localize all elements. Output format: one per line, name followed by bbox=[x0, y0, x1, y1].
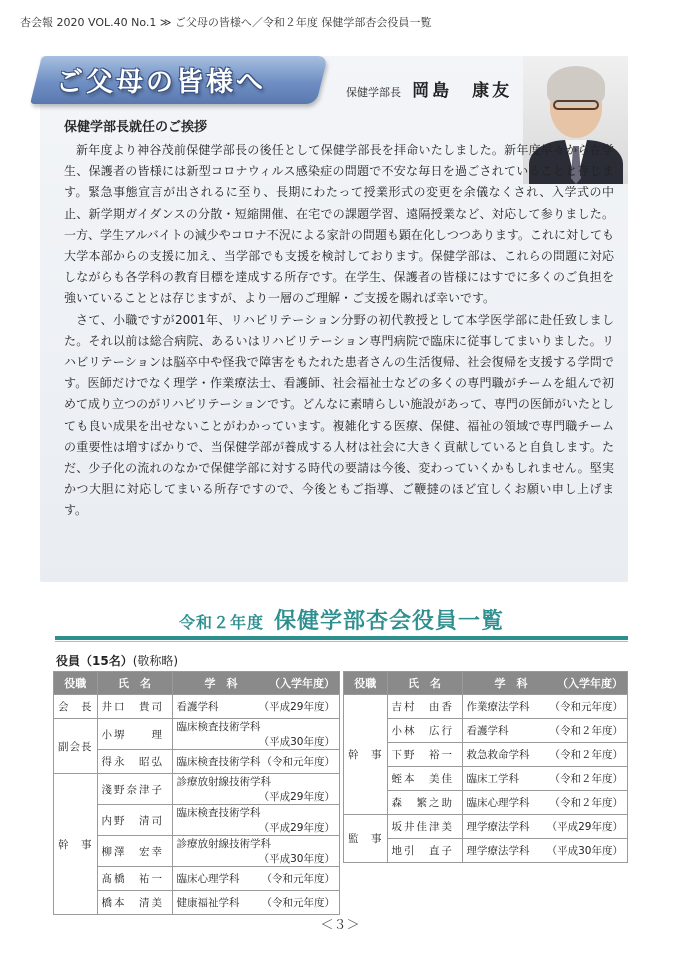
officer-name: 内野 清司 bbox=[97, 805, 172, 836]
title-rule bbox=[55, 636, 628, 640]
entry-year: （令和２年度） bbox=[549, 773, 623, 785]
entry-year: （令和元年度） bbox=[261, 756, 335, 768]
officer-role: 幹 事 bbox=[344, 695, 388, 815]
officers-count: 役員（15名） bbox=[56, 654, 133, 668]
officer-department bbox=[462, 791, 628, 815]
department-name: 診療放射線技術学科 bbox=[176, 776, 271, 788]
officer-department bbox=[172, 836, 340, 867]
author-byline bbox=[346, 76, 512, 101]
letter-body bbox=[64, 140, 614, 522]
entry-year: （平成29年度） bbox=[258, 701, 335, 713]
table-row bbox=[344, 743, 628, 767]
table-row bbox=[54, 774, 340, 805]
table-row bbox=[344, 815, 628, 839]
officer-name: 柳澤 宏幸 bbox=[97, 836, 172, 867]
officer-department bbox=[172, 750, 340, 774]
table-row bbox=[344, 839, 628, 863]
officer-role: 副会長 bbox=[54, 719, 98, 774]
entry-year: （令和元年度） bbox=[261, 897, 335, 909]
col-name: 氏 名 bbox=[387, 672, 462, 695]
table-row bbox=[344, 767, 628, 791]
table-row bbox=[54, 719, 340, 750]
col-role: 役職 bbox=[344, 672, 388, 695]
table-row bbox=[54, 805, 340, 836]
officers-title-main: 保健学部杏会役員一覧 bbox=[274, 608, 505, 634]
officer-name: 髙橋 祐一 bbox=[97, 867, 172, 891]
officer-department bbox=[462, 815, 628, 839]
table-row bbox=[344, 791, 628, 815]
department-name: 看護学科 bbox=[466, 725, 509, 737]
officer-department bbox=[172, 774, 340, 805]
table-row bbox=[344, 695, 628, 719]
officer-name: 得永 昭弘 bbox=[97, 750, 172, 774]
officer-department bbox=[462, 839, 628, 863]
letter-heading: 保健学部長就任のご挨拶 bbox=[64, 120, 208, 135]
officer-role: 幹 事 bbox=[54, 774, 98, 915]
officers-title bbox=[55, 604, 628, 635]
col-dept: 学 科 （入学年度） bbox=[462, 672, 628, 695]
letter-paragraph-2: さて、小職ですが2001年、リハビリテーション分野の初代教授として本学医学部に赴任致しました。それ以前は総合病院、あるいはリハビリテーション専門病院で臨床に従事してまいりました。リハビリテーションは脳卒中や怪我で障害をもたれた患者さんの生活復帰、社会復帰を支援する学問です。医師だけでなく理学・作業療法士、看護師、社会福祉士などの多くの専門職がチームを組んで初めて成り立つのがリハビリテーションです。どんなに素晴らしい施設があって、専門の医師がいたとしても良い成果を出せないことがわかっています。複雑化する医療、保健、福祉の領域で専門職チームの重要性は増すばかりで、当保健学部が養成する人材は社会に大きく貢献していると自負します。ただ、少子化の流れのなかで保健学部に対する時代の要請は今後、変わっていくかもしれません。堅実かつ大胆に対応してまいる所存ですので、今後ともご指導、ご鞭撻のほど宜しくお願い申し上げます。 bbox=[64, 312, 614, 518]
officers-caption bbox=[56, 652, 178, 669]
department-name: 臨床検査技術学科 bbox=[176, 807, 261, 819]
officers-note: (敬称略) bbox=[132, 654, 179, 668]
entry-year: （平成29年度） bbox=[258, 822, 335, 834]
officer-role: 監 事 bbox=[344, 815, 388, 863]
officer-name: 地引 直子 bbox=[387, 839, 462, 863]
department-name: 診療放射線技術学科 bbox=[176, 838, 271, 850]
col-dept: 学 科 （入学年度） bbox=[172, 672, 340, 695]
title-rule-thin bbox=[55, 641, 628, 642]
entry-year: （令和２年度） bbox=[549, 749, 623, 761]
table-row bbox=[344, 719, 628, 743]
page-number: ＜３＞ bbox=[320, 918, 360, 933]
author-role: 保健学部長 bbox=[346, 86, 401, 99]
officer-department bbox=[462, 767, 628, 791]
author-name: 岡島 康友 bbox=[412, 81, 513, 101]
officers-table-left bbox=[53, 671, 340, 915]
entry-year: （令和２年度） bbox=[549, 725, 623, 737]
department-name: 臨床心理学科 bbox=[466, 797, 530, 809]
officer-name: 淺野奈津子 bbox=[97, 774, 172, 805]
entry-year: （平成29年度） bbox=[546, 821, 623, 833]
banner-title: ご父母の皆様へ bbox=[56, 67, 266, 98]
table-row bbox=[54, 867, 340, 891]
table-row bbox=[54, 750, 340, 774]
officer-name: 森 繁之助 bbox=[387, 791, 462, 815]
letter-paragraph-1: 新年度より神谷茂前保健学部長の後任として保健学部長を拝命いたしました。新年度早々から在学生、保護者の皆様には新型コロナウィルス感染症の問題で不安な毎日を過ごされていることと存じます。緊急事態宣言が出されるに至り、長期にわたって授業形式の変更を余儀なくされ、入学式の中止、新学期ガイダンスの分散・短縮開催、在宅での課題学習、遠隔授業など、対応して参りました。一方、学生アルバイトの減少やコロナ不況による家計の問題も顕在化しつつあります。これに対しても大学本部からの支援に加え、当学部でも支援を検討しております。保健学部は、これらの問題に対応しながらも各学科の教育目標を達成する所存です。在学生、保護者の皆様にはすでに多くのご負担を強いていることとは存じますが、より一層のご理解・ご支援を賜れば幸いです。 bbox=[64, 143, 614, 306]
officer-department bbox=[462, 719, 628, 743]
col-role: 役職 bbox=[54, 672, 98, 695]
officer-name: 井口 貴司 bbox=[97, 695, 172, 719]
officer-name: 小林 広行 bbox=[387, 719, 462, 743]
table-row bbox=[54, 695, 340, 719]
department-name: 理学療法学科 bbox=[466, 845, 530, 857]
table-row bbox=[54, 836, 340, 867]
entry-year: （平成29年度） bbox=[258, 791, 335, 803]
department-name: 理学療法学科 bbox=[466, 821, 530, 833]
officer-name: 蛭本 美佳 bbox=[387, 767, 462, 791]
officer-department bbox=[172, 891, 340, 915]
department-name: 臨床検査技術学科 bbox=[176, 756, 261, 768]
breadcrumb: 杏会報 2020 VOL.40 No.1 ≫ ご父母の皆様へ／令和２年度 保健学部杏会役員一覧 bbox=[20, 16, 432, 29]
officer-name: 坂井佳津美 bbox=[387, 815, 462, 839]
entry-year: （平成30年度） bbox=[258, 853, 335, 865]
officers-title-year: 令和２年度 bbox=[178, 613, 264, 632]
entry-year: （令和２年度） bbox=[549, 797, 623, 809]
entry-year: （令和元年度） bbox=[261, 873, 335, 885]
officer-department bbox=[172, 805, 340, 836]
department-name: 健康福祉学科 bbox=[176, 897, 240, 909]
officer-name: 小堺 理 bbox=[97, 719, 172, 750]
officer-department bbox=[462, 743, 628, 767]
officers-table-right bbox=[343, 671, 628, 863]
entry-year: （平成30年度） bbox=[258, 736, 335, 748]
officer-name: 橋本 清美 bbox=[97, 891, 172, 915]
department-name: 救急救命学科 bbox=[466, 749, 530, 761]
officer-name: 下野 裕一 bbox=[387, 743, 462, 767]
officer-department bbox=[172, 867, 340, 891]
department-name: 臨床検査技術学科 bbox=[176, 721, 261, 733]
col-name: 氏 名 bbox=[97, 672, 172, 695]
department-name: 臨床工学科 bbox=[466, 773, 519, 785]
officer-department bbox=[172, 719, 340, 750]
entry-year: （平成30年度） bbox=[546, 845, 623, 857]
department-name: 臨床心理学科 bbox=[176, 873, 240, 885]
officer-name: 吉村 由香 bbox=[387, 695, 462, 719]
department-name: 看護学科 bbox=[176, 701, 219, 713]
table-row bbox=[54, 891, 340, 915]
entry-year: （令和元年度） bbox=[549, 701, 623, 713]
officer-department bbox=[462, 695, 628, 719]
officer-role: 会 長 bbox=[54, 695, 98, 719]
officer-department bbox=[172, 695, 340, 719]
department-name: 作業療法学科 bbox=[466, 701, 530, 713]
